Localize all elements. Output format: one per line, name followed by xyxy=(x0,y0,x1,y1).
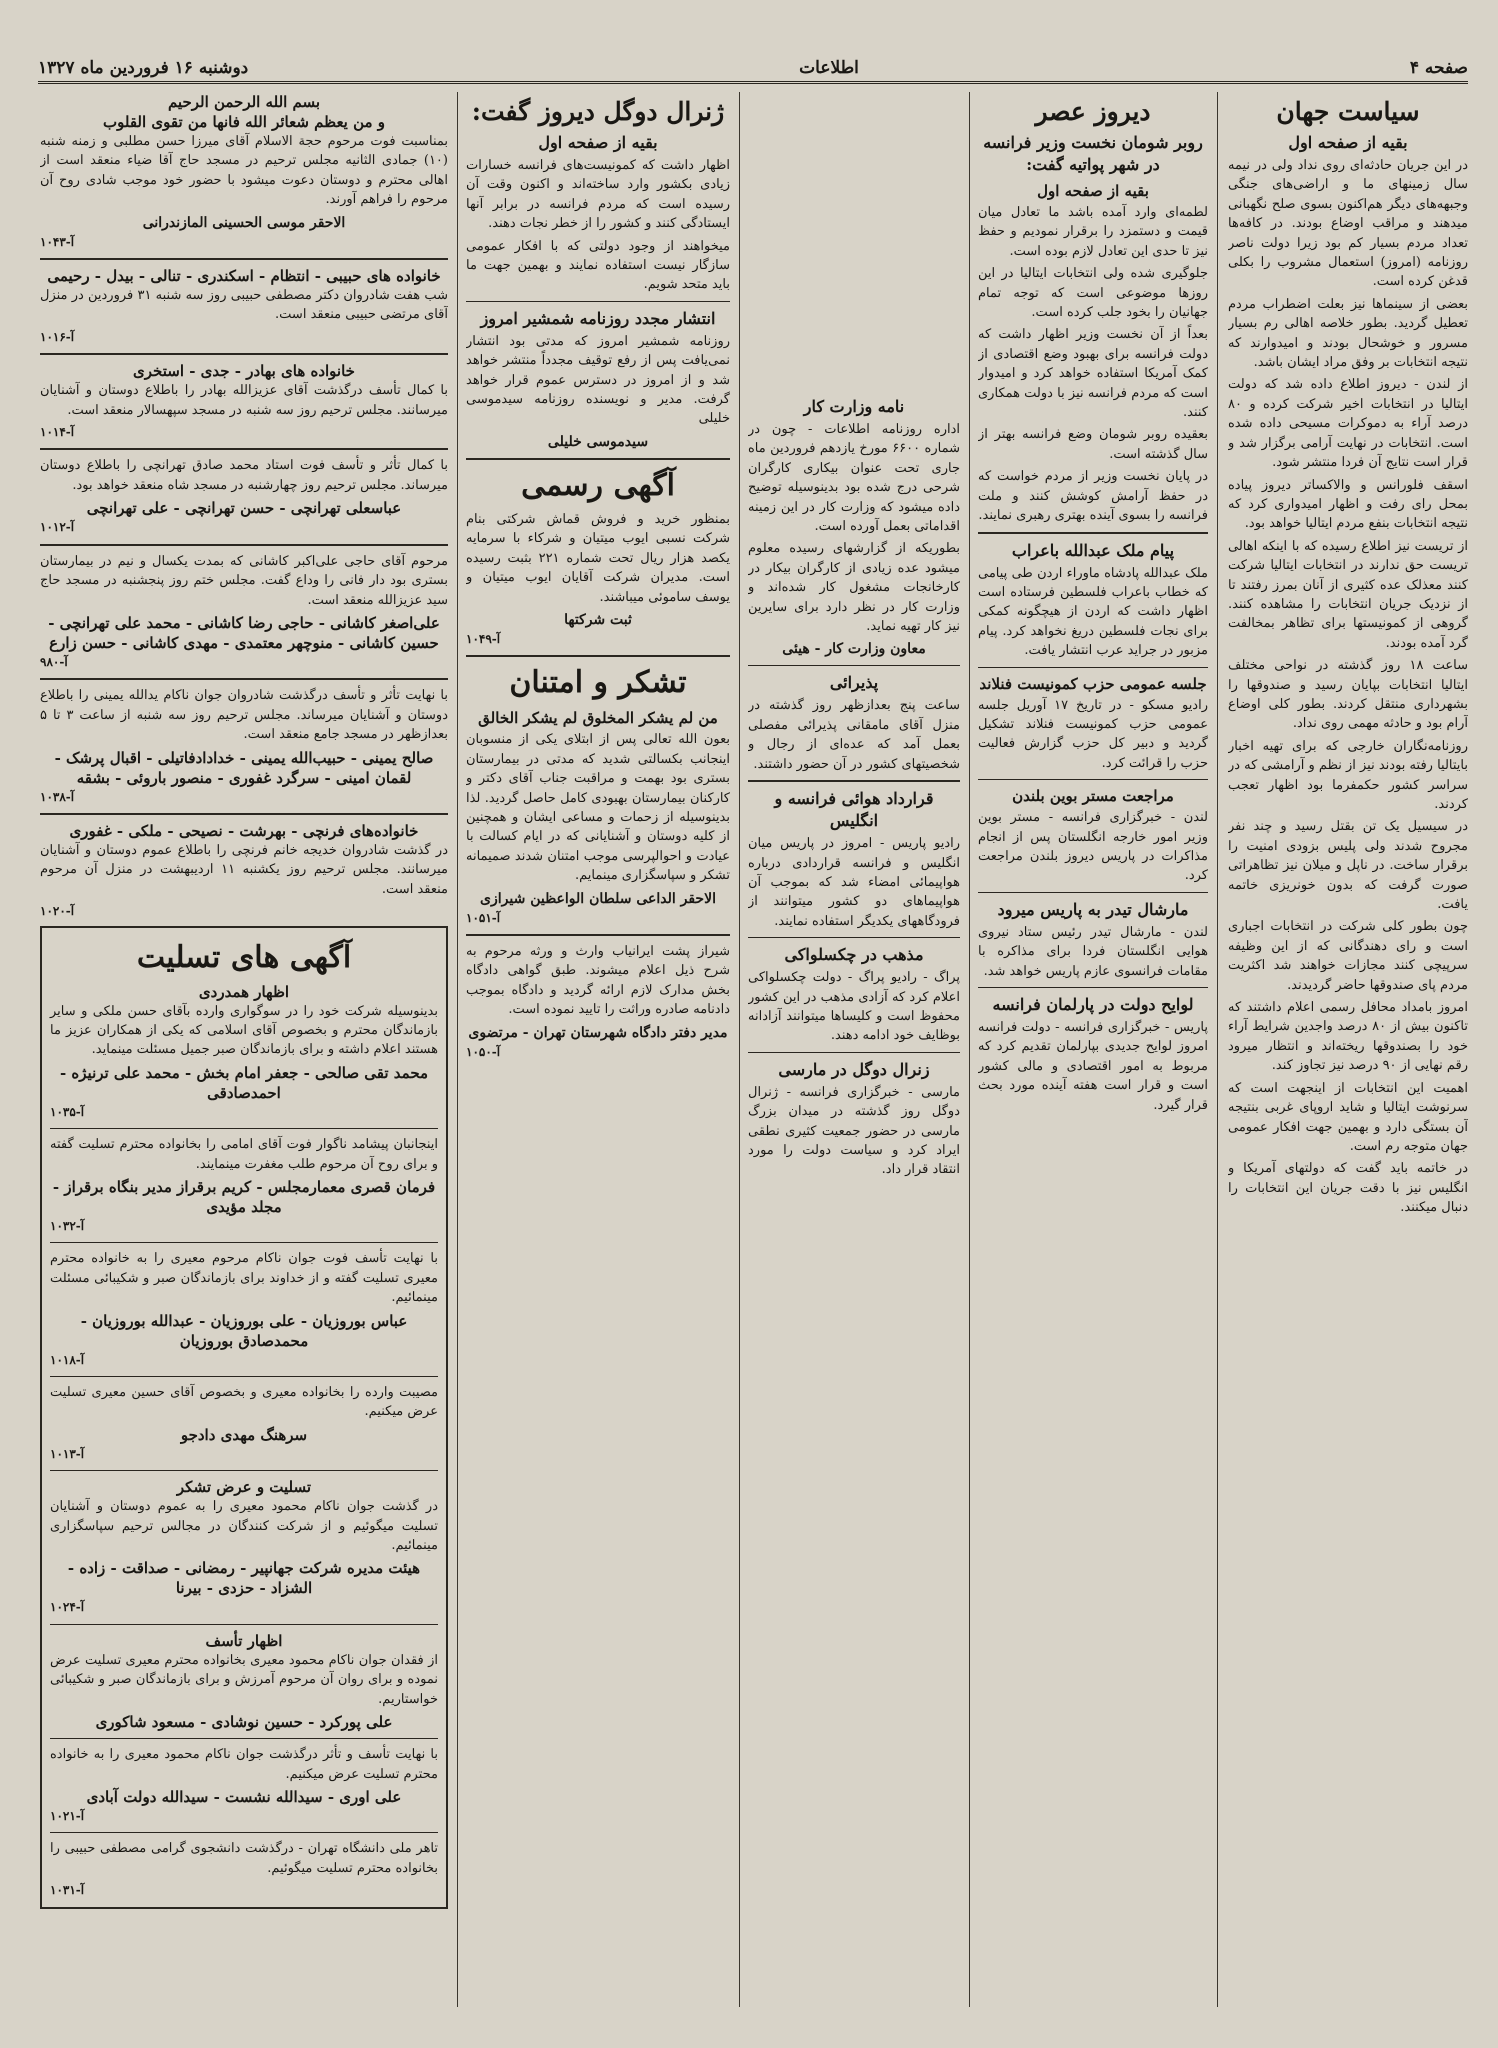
paragraph: از تریست نیز اطلاع رسیده که با اینکه اهالی تریست حق ندارند در انتخابات ایتالیا شرکت کنند معذلک عده کثیری از آنان بمرز رفتند تا از نزدیک جریان انتخابات را مشاهده کنند. گروهی از کمونیستها برای تظاهر بمخالفت گرد آمده بودند. xyxy=(1228,538,1468,651)
paragraph: در سیسیل یک تن بقتل رسید و چند نفر مجروح شدند ولی پلیس بزودی امنیت را برقرار ساخت. در ناپل و میلان نیز تظاهراتی صورت گرفت که بدون خونریزی خاتمه یافت. xyxy=(1228,819,1468,913)
paragraph: ملک عبدالله پادشاه ماوراء اردن طی پیامی که خطاب باعراب فلسطین فرستاده است اظهار داشت که اردن از هیچگونه کمکی برای نجات فلسطین دریغ نخواهد کرد. پیام مزبور در جراید عرب انتشار یافت. xyxy=(978,565,1208,659)
notice-signers: عباسعلی تهرانچی - حسن تهرانچی - علی تهرانچی xyxy=(86,499,402,518)
ad-reference: آ-۱۰۱۲ xyxy=(40,520,75,535)
paragraph: در گذشت شادروان خدیجه خانم فرنچی را باطلاع عموم دوستان و آشنایان میرسانند. مجلس ترحیم روز یکشنبه ۱۱ اردیبهشت در منزل آن مرحوم منعقد است. xyxy=(40,842,448,897)
divider xyxy=(50,1624,438,1625)
ad-reference: آ-۱۰۳۱ xyxy=(50,1883,85,1898)
ad-reference: آ-۱۰۱۴ xyxy=(40,425,75,440)
paragraph: رادیو مسکو - در تاریخ ۱۷ آوریل جلسه عمومی حزب کمونیست فنلاند تشکیل گردید و دبیر کل حزب گزارش فعالیت حزب را قرائت کرد. xyxy=(978,697,1208,771)
paragraph: بعقیده روبر شومان وضع فرانسه بهتر از سال گذشته است. xyxy=(978,427,1208,462)
paragraph: مرحوم آقای حاجی علی‌اکبر کاشانی که بمدت یکسال و نیم در بیمارستان بستری بود دار فانی را وداع گفت. مجلس ختم روز پنجشنبه در مسجد حاج سید عزیزالله منعقد است. xyxy=(40,553,448,608)
divider xyxy=(978,892,1208,893)
paragraph: اداره روزنامه اطلاعات - چون در شماره ۶۶۰۰ مورخ یازدهم فروردین ماه جاری تحت عنوان بیکاری کارگران شرحی درج شده بود بدینوسیله توضیح داده میشود که وزارت کار در این زمینه اقداماتی بعمل آورده است. xyxy=(748,422,960,535)
divider xyxy=(50,1376,438,1377)
paragraph: لندن - خبرگزاری فرانسه - مستر بوین وزیر امور خارجه انگلستان پس از انجام مذاکرات در پاریس دیروز بلندن مراجعت کرد. xyxy=(978,810,1208,884)
article-title: قرارداد هوائی فرانسه و انگلیس xyxy=(774,789,934,831)
article-subtitle: بقیه از صفحه اول xyxy=(1288,133,1408,152)
paragraph: بعضی از سینماها نیز بعلت اضطراب مردم تعطیل گردید. بطور خلاصه اهالی رم بسیار مسرور و خوشحال بودند و امیدوارند که نتیجه انتخابات بر وفق مراد ایشان باشد. xyxy=(1228,296,1468,371)
divider xyxy=(40,258,448,260)
paragraph: لطمه‌ای وارد آمده باشد ما تعادل میان قیمت و دستمزد را برقرار نمودیم و حفظ نیز تا حدی این تعادل لازم بوده است. xyxy=(978,205,1208,259)
verse: و من یعظم شعائر الله فانها من تقوی القلوب xyxy=(102,113,385,131)
notice-heading: اظهار تأسف xyxy=(205,1631,283,1650)
article-title: انتشار مجدد روزنامه شمشیر امروز xyxy=(480,308,716,328)
divider xyxy=(50,1738,438,1739)
ad-reference: آ-۱۰۱۸ xyxy=(50,1352,85,1367)
paragraph: در این جریان حادثه‌ای روی نداد ولی در نیمه سال زمینهای ما و اراضی‌های جنگی وجبهه‌های دیگر هم‌اکنون بسوی صلح نگهبانی میدهند و مراقب اوضاع بودند. در کافه‌ها تعداد مردم بسیار کم بود زیرا دولت ناصر روزنامه (امروز) استعمال مشروب را بکلی قدغن کرده است. xyxy=(1228,158,1468,290)
condolence-box xyxy=(40,926,448,1909)
divider xyxy=(40,448,448,450)
article-title: زنرال دوگل در مارسی xyxy=(778,1059,930,1079)
paragraph: پراگ - رادیو پراگ - دولت چکسلواکی اعلام کرد که آزادی مذهب در این کشور محفوظ است و کلیساها میتوانند آزادانه بوظایف خود ادامه دهند. xyxy=(748,970,960,1044)
notice-heading: خانواده‌های فرنچی - بهرشت - نصیحی - ملکی - غفوری xyxy=(69,821,419,840)
paragraph: رادیو پاریس - امروز در پاریس میان انگلیس و فرانسه قراردادی درباره هواپیمائی امضاء شد که بموجب آن هواپیماهای دو کشور میتوانند از فرودگاههای یکدیگر استفاده نمایند. xyxy=(748,836,960,929)
notice-signers: فرمان قصری معمارمجلس - کریم برقراز مدیر بنگاه برقراز - مجلد مؤیدی xyxy=(52,1178,436,1216)
divider xyxy=(50,1128,438,1129)
notice-signers: محمد تقی صالحی - جعفر امام بخش - محمد علی ترنیژه - احمدصادقی xyxy=(59,1063,429,1102)
column-divider xyxy=(1217,92,1218,2007)
paragraph: پاریس - خبرگزاری فرانسه - دولت فرانسه امروز لوایح جدیدی بپارلمان تقدیم کرد که مربوط به امور اقتصادی و مالی کشور است و قرار است هفته آینده مورد بحث قرار گیرد. xyxy=(978,1020,1208,1113)
divider xyxy=(748,937,960,938)
paragraph: با کمال تأثر و تأسف فوت استاد محمد صادق تهرانچی را باطلاع دوستان میرساند. مجلس ترحیم روز چهارشنبه در مسجد شاه منعقد خواهد بود. xyxy=(40,458,448,493)
ad-reference: آ-۱۰۳۲ xyxy=(50,1219,85,1233)
paragraph: روزنامه‌نگاران خارجی که برای تهیه اخبار بایتالیا رفته بودند نیز از نظم و آرامشی که در سراسر کشور حکمفرما بود اظهار تعجب کردند. xyxy=(1228,738,1468,812)
article-headline: روبر شومان نخست وزیر فرانسه در شهر پواتیه گفت: xyxy=(983,133,1203,174)
article-subtitle: بقیه از صفحه اول xyxy=(538,133,658,152)
paragraph: از فقدان جوان ناکام محمود معیری بخانواده محترم معیری تسلیت عرض نموده و برای روان آن مرحوم آمرزش و برای بازماندگان صبر و شکیبائی خواستاریم. xyxy=(50,1652,438,1707)
paragraph: ساعت پنج بعدازظهر روز گذشته در منزل آقای مامقانی پذیرائی مفصلی بعمل آمد که عده‌ای از رجال و شخصیتهای کشور در آن حضور داشتند. xyxy=(748,698,960,772)
column-yesterday-evening xyxy=(978,92,1208,2007)
signature: الاحقر الداعی سلطان الواعظین شیرازی xyxy=(480,890,716,907)
ad-reference: آ-۱۰۵۱ xyxy=(466,910,501,925)
divider xyxy=(748,665,960,666)
paragraph: میخواهند از وجود دولتی که با افکار عمومی سازگار نیست استفاده نمایند و بهمین جهت ما باید متحد شویم. xyxy=(466,238,730,293)
divider xyxy=(978,779,1208,780)
article-title: پیام ملک عبدالله باعراب xyxy=(1011,540,1175,560)
notice-heading: اظهار همدردی xyxy=(198,982,290,1001)
paragraph: با نهایت تأثر و تأسف درگذشت شادروان جوان ناکام یدالله یمینی را باطلاع دوستان و آشنایان میرساند. مجلس ترحیم روز سه شنبه از ساعت ۳ تا ۵ بعدازظهر در مسجد جامع منعقد است. xyxy=(40,688,448,743)
paragraph: مصیبت وارده را بخانواده معیری و بخصوص آقای حسین معیری تسلیت عرض میکنیم. xyxy=(50,1385,438,1420)
paragraph: در پایان نخست وزیر از مردم خواست که در حفظ آرامش کوشش کنند و ملت فرانسه را بسوی آینده بهتری رهبری نمایند. xyxy=(978,469,1208,524)
column-world-politics xyxy=(1228,92,1468,2007)
notice-signers: علی پورکرد - حسین نوشادی - مسعود شاکوری xyxy=(95,1713,393,1732)
article-title: لوایح دولت در پارلمان فرانسه xyxy=(992,995,1194,1014)
divider xyxy=(40,544,448,546)
divider xyxy=(40,353,448,355)
paragraph: در خاتمه باید گفت که دولتهای آمریکا و انگلیس نیز با دقت جریان این انتخابات را دنبال میکنند. xyxy=(1228,1161,1468,1216)
divider xyxy=(748,780,960,782)
paragraph: شیراز پشت ایرانیاب وارث و ورثه مرحوم به شرح ذیل اعلام میشوند. طبق گواهی دادگاه بخش مدارک لازم ارائه گردید و دادگاه بموجب دادنامه صادره وراثت را تایید نموده است. xyxy=(466,943,730,1018)
paragraph: لندن - مارشال تیدر رئیس ستاد نیروی هوایی انگلستان فردا برای مذاکره با مقامات فرانسوی عازم پاریس خواهد شد. xyxy=(978,924,1208,979)
paragraph: بطوریکه از گزارشهای رسیده معلوم میشود عده زیادی از کارگران بیکار در کارخانجات مشغول کار شده‌اند و وزارت کار در نظر دارد برای سایرین نیز کار تهیه نماید. xyxy=(748,541,960,635)
ad-reference: آ-۱۰۲۰ xyxy=(40,904,75,919)
column-divider xyxy=(739,92,740,2007)
ad-reference: آ-۱۰۳۸ xyxy=(40,789,75,804)
paragraph: بعداً از آن نخست وزیر اظهار داشت که دولت فرانسه برای بهبود وضع اقتصادی از کمک آمریکا استفاده خواهد کرد و امیدوار است که مردم فرانسه نیز با دولت همکاری کنند. xyxy=(978,327,1208,421)
article-title: نامه وزارت کار xyxy=(803,397,905,416)
ad-reference: آ-۱۰۳۵ xyxy=(50,1104,85,1119)
divider xyxy=(40,813,448,815)
paragraph: اهمیت این انتخابات از اینجهت است که سرنوشت ایتالیا و شاید اروپای غربی بنتیجه آن بستگی دارد و بهمین جهت افکار عمومی جهان متوجه رم است. xyxy=(1228,1080,1468,1154)
article-title: مذهب در چکسلواکی xyxy=(784,945,924,965)
column-divider xyxy=(457,92,458,2007)
paragraph: اسقف فلورانس و والاکساتر دیروز پیاده بمحل رای رفت و اظهار امیدواری کرد که نتیجه انتخابات بنفع مردم ایتالیا خواهد بود. xyxy=(1228,477,1468,532)
article-title: جلسه عمومی حزب کمونیست فنلاند xyxy=(979,674,1207,693)
paragraph: در گذشت جوان ناکام محمود معیری را به عموم دوستان و آشنایان تسلیت میگوئیم و از شرکت کنندگان در مجالس ترحیم سپاسگزاری مینمائیم. xyxy=(50,1499,438,1554)
paragraph: بدینوسیله شرکت خود را در سوگواری وارده بآقای حسن ملکی و سایر بازماندگان محترم و بخصوص آقای اسلامی که یکی از همکاران عزیز ما هستند اعلام داشته و برای بازماندگان صبر جمیل مسئلت مینماید. xyxy=(50,1003,438,1058)
signature: الاحقر موسی الحسینی المازندرانی xyxy=(142,214,346,231)
paragraph: با نهایت تأسف و تأثر درگذشت جوان ناکام محمود معیری را به خانواده محترم تسلیت عرض میکنیم. xyxy=(50,1747,438,1782)
paragraph: اینجانبان پیشامد ناگوار فوت آقای امامی را بخانواده محترم تسلیت گفته و برای روح آن مرحوم طلب مغفرت مینمایند. xyxy=(50,1137,438,1172)
paragraph: ساعت ۱۸ روز گذشته در نواحی مختلف ایتالیا انتخابات بپایان رسید و صندوقها را بشهرداری منتقل کردند. بطور کلی اوضاع آرام بود و حادثه مهمی روی نداد. xyxy=(1228,658,1468,732)
ad-reference: آ-۱۰۱۶ xyxy=(40,329,75,344)
article-title: پذیرائی xyxy=(829,673,879,693)
divider xyxy=(50,1832,438,1833)
signature: مدیر دفتر دادگاه شهرستان تهران - مرتضوی xyxy=(468,1024,728,1041)
divider xyxy=(40,678,448,680)
divider xyxy=(978,987,1208,988)
paragraph: بعون الله تعالی پس از ابتلای یکی از منسوبان اینجانب بکسالتی شدید که مدتی در بیمارستان بستری بود بهمت و مراقبت جناب آقای دکتر و کارکنان بیمارستان بهبودی کامل حاصل گردید. لذا بدینوسیله از زحمات و مساعی ایشان و همچنین از کلیه دوستان و آشنایانی که در ایام کسالت با عیادت و احوالپرسی موجب امتنان شدند صمیمانه تشکر و سپاسگزاری مینمایم. xyxy=(466,732,730,884)
masthead xyxy=(38,54,1468,84)
divider xyxy=(748,1052,960,1053)
notice-signers: صالح یمینی - حبیب‌الله یمینی - خدادادفاتیلی - اقبال پرشک - لقمان امینی - سرگرد غفوری - منصور باروئی - بشقه xyxy=(54,748,434,787)
divider xyxy=(466,458,730,460)
paragraph: مارسی - خبرگزاری فرانسه - ژنرال دوگل روز گذشته در میدان بزرگ مارسی در حضور جمعیت کثیری نطقی ایراد کرد و سیاست دولت را مورد انتقاد قرار داد. xyxy=(748,1084,960,1178)
ad-reference: آ-۱۰۱۳ xyxy=(50,1446,85,1461)
paragraph: تاهر ملی دانشگاه تهران - درگذشت دانشجوی گرامی مصطفی حبیبی را بخانواده محترم تسلیت میگوئیم. xyxy=(50,1841,438,1876)
ad-reference: آ-۱۰۵۰ xyxy=(466,1044,501,1059)
divider xyxy=(50,1242,438,1243)
divider xyxy=(978,532,1208,534)
notice-signers: عباس بوروزیان - علی بوروزیان - عبدالله بوروزیان - محمدصادق بوروزیان xyxy=(80,1311,408,1350)
column-labor-ministry xyxy=(748,92,960,2007)
divider xyxy=(978,667,1208,668)
divider xyxy=(466,655,730,657)
paragraph: اظهار داشت که کمونیست‌های فرانسه خسارات زیادی بکشور وارد ساخته‌اند و اکنون وقت آن رسیده است که مردم فرانسه در برابر آنها ایستادگی کنند و کشور را از خطر نجات دهند. xyxy=(466,158,730,232)
paragraph: جلوگیری شده ولی انتخابات ایتالیا در این روزها موضوعی است که توجه تمام جهانیان را بخود جلب کرده است. xyxy=(978,266,1208,321)
issue-date: دوشنبه ۱۶ فروردین ماه ۱۳۲۷ xyxy=(38,57,249,78)
ad-reference: آ-۹۸۰ xyxy=(40,654,68,669)
notice-signers: علی اوری - سیدالله نشست - سیدالله دولت آبادی xyxy=(86,1787,402,1806)
signature: سیدموسی خلیلی xyxy=(547,433,649,450)
signature: معاون وزارت کار - هیئی xyxy=(782,641,926,658)
column-divider xyxy=(969,92,970,2007)
thanks-subtitle: من لم یشکر المخلوق لم یشکر الخالق xyxy=(478,709,718,728)
notice-heading: خانواده های بهادر - جدی - استخری xyxy=(133,362,355,381)
paragraph: بمنظور خرید و فروش قماش شرکتی بنام شرکت نسبی ایوب میتیان و شرکاء با سرمایه یکصد هزار ریال تحت شماره ۲۲۱ بثبت رسیده است. مدیران شرکت آقایان ایوب میتیان و یوسف ساموئی میباشند. xyxy=(466,511,730,605)
ad-reference: آ-۱۰۲۱ xyxy=(50,1808,85,1823)
article-title: ژنرال دوگل دیروز گفت: xyxy=(471,97,725,126)
basmala: بسم الله الرحمن الرحیم xyxy=(167,93,321,111)
paper-name: اطلاعات xyxy=(799,57,859,78)
paragraph: روزنامه شمشیر امروز که مدتی بود انتشار نمی‌یافت پس از رفع توقیف مجدداً منتشر خواهد شد و از امروز در دسترس عموم قرار خواهد گرفت. مدیر و نویسنده روزنامه سیدموسی خلیلی xyxy=(466,333,730,427)
signature: ثبت شرکتها xyxy=(564,611,632,628)
ad-reference: آ-۱۰۴۳ xyxy=(40,234,75,249)
column-notices xyxy=(40,92,448,2007)
paragraph: امروز بامداد محافل رسمی اعلام داشتند که تاکنون بیش از ۸۰ درصد واجدین شرایط آراء خود را بصندوقها ریخته‌اند و انتظار میرود رقم نهایی از ۹۰ درصد نیز تجاوز کند. xyxy=(1228,1000,1468,1074)
divider xyxy=(466,934,730,936)
article-title: دیروز عصر xyxy=(1035,97,1151,126)
article-title: سیاست جهان xyxy=(1276,97,1420,126)
divider xyxy=(466,301,730,302)
ad-reference: آ-۱۰۲۴ xyxy=(50,1600,85,1615)
paragraph: با کمال تأسف درگذشت آقای عزیزالله بهادر را باطلاع دوستان و آشنایان میرسانند. مجلس ترحیم روز سه شنبه در مسجد سپهسالار منعقد است. xyxy=(40,383,448,418)
notice-heading: تسلیت و عرض تشکر xyxy=(176,1478,312,1497)
ad-reference: آ-۱۰۴۹ xyxy=(466,631,501,646)
paragraph: بمناسبت فوت مرحوم حجة الاسلام آقای میرزا حسن مطلبی و زمنه شنبه (۱۰) جمادی الثانیه مجلس ترحیم در مسجد حاج آقا ضیاء منعقد است از اهالی محترم و دوستان دعوت میشود با حضور خود موجب شادی روح آن مرحوم را فراهم آورند. xyxy=(40,134,448,208)
article-title: مراجعت مستر بوین بلندن xyxy=(1012,787,1174,806)
divider xyxy=(50,1470,438,1471)
column-de-gaulle xyxy=(466,92,730,2007)
article-title: مارشال تیدر به پاریس میرود xyxy=(997,899,1189,919)
paragraph: چون بطور کلی شرکت در انتخابات اجباری است و رای دهندگانی که از این وظیفه سرپیچی کنند مجازات خواهند شد اکثریت مردم پای صندوقها حاضر گردیدند. xyxy=(1228,919,1468,993)
paragraph: با نهایت تأسف فوت جوان ناکام مرحوم معیری را به خانواده محترم معیری تسلیت گفته و از خداوند برای بازماندگان صبر و شکیبائی مسئلت مینمائیم. xyxy=(50,1251,438,1306)
condolence-title: آگهی های تسلیت xyxy=(136,939,352,975)
paragraph: از لندن - دیروز اطلاع داده شد که دولت ایتالیا در انتخابات اخیر شرکت کرده و ۸۰ درصد آراء به دموکرات مسیحی داده شده است. انتخابات در نهایت آرامی برگزار شد و قرار است نتایج آن فردا منتشر شود. xyxy=(1228,377,1468,471)
paragraph: شب هفت شادروان دکتر مصطفی حبیبی روز سه شنبه ۳۱ فروردین در منزل آقای مرتضی حبیبی منعقد است. xyxy=(40,288,448,323)
notice-signers: علی‌اصغر کاشانی - حاجی رضا کاشانی - محمد علی تهرانچی - حسین کاشانی - منوچهر معتمدی - مهدی کاشانی - حسن زارع xyxy=(48,613,440,652)
page-number: صفحه ۴ xyxy=(1409,57,1468,78)
thanks-title: تشکر و امتنان xyxy=(509,665,687,701)
notice-signers: سرهنگ مهدی دادجو xyxy=(180,1425,308,1444)
notice-signers: هیئت مدیره شرکت جهانپیر - رمضانی - صداقت - زاده - الشزاد - حزدی - بیرنا xyxy=(67,1559,421,1598)
notice-heading: خانواده های حبیبی - انتظام - اسکندری - تنالی - بیدل - رحیمی xyxy=(47,267,441,286)
article-subtitle: بقیه از صفحه اول xyxy=(1037,182,1149,200)
ad-title: آگهی رسمی xyxy=(521,467,675,503)
